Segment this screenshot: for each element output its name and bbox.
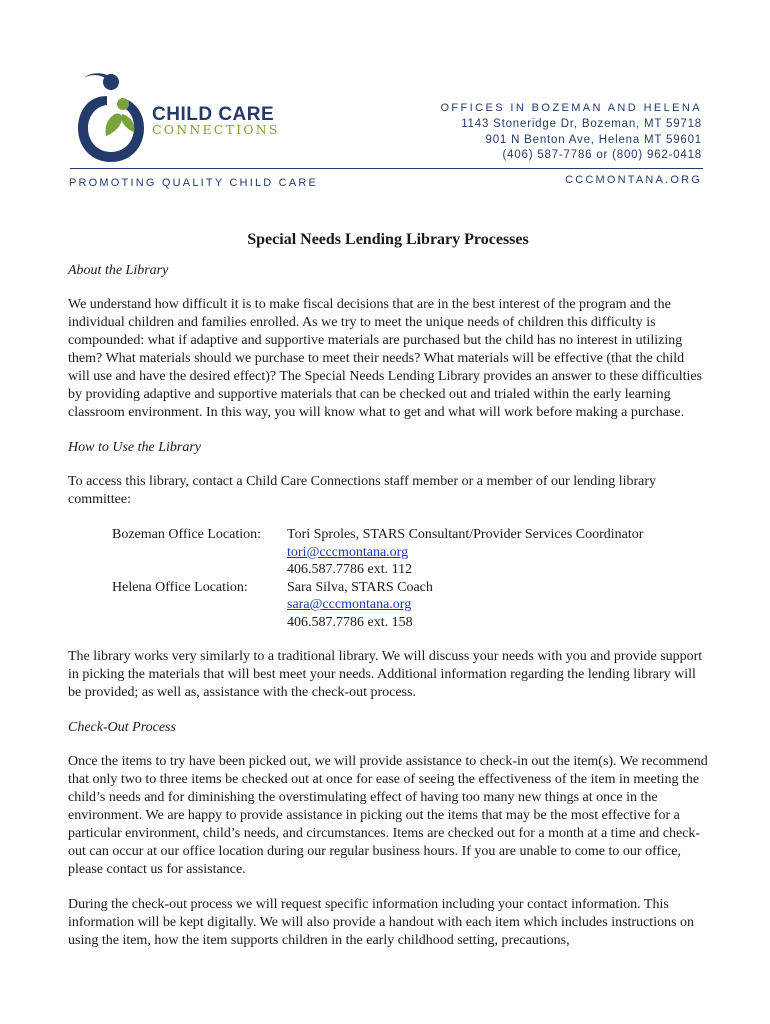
office-contact-block [440, 101, 702, 164]
bozeman-label: Bozeman Office Location: [112, 527, 262, 542]
helena-email-link[interactable]: sara@cccmontana.org [287, 597, 412, 612]
address-bozeman: 1143 Stoneridge Dr, Bozeman, MT 59718 [461, 118, 702, 130]
contact-list [112, 526, 708, 631]
bozeman-contact-name: Tori Sproles, STARS Consultant/Provider Services Coordinator [287, 527, 644, 542]
child-care-connections-logo [76, 70, 146, 164]
document-body [68, 230, 708, 967]
heading-how-to-use: How to Use the Library [68, 440, 201, 455]
bozeman-email-link[interactable]: tori@cccmontana.org [287, 544, 409, 560]
website-url[interactable]: CCCMONTANA.ORG [565, 174, 702, 186]
document-title: Special Needs Lending Library Processes [247, 231, 529, 248]
bozeman-phone: 406.587.7786 ext. 112 [287, 562, 413, 577]
paragraph-about: We understand how difficult it is to make fiscal decisions that are in the best interest of the program and the individual children and families enrolled. As we try to meet the unique needs of children this difficulty is compounded: what if adaptive and supportive materials are purchased but the child has no interest in utilizing them? What materials should we purchase to meet their needs? What materials will be effective (that the child will use and have the desired effect)? The Special Needs Lending Library provides an answer to these difficulties by providing adaptive and supportive materials that can be checked out and trialed within the early learning classroom environment. In this way, you will know what to get and what will work before making a purchase. [68, 297, 703, 420]
address-helena: 901 N Benton Ave, Helena MT 59601 [485, 133, 702, 146]
paragraph-during-check-out: During the check-out process we will request specific information including your contact information. This information will be kept digitally. We will also provide a handout with each item which includes instructions on using the item, how the item supports children in the early childhood setting, precautions, [68, 897, 695, 948]
paragraph-check-out: Once the items to try have been picked out, we will provide assistance to check-in out the item(s). We recommend that only two to three items be checked out at once for ease of seeing the effectiveness of the item in meeting the child’s needs and for diminishing the overstimulating effect of having too many new things at once in the environment. We are happy to provide assistance in picking out the items that may be the most effective for a particular environment, child’s needs, and circumstances. Items are checked out for a month at a time and check-out can occur at our office location during our regular business hours. If you are unable to come to our office, please contact us for assistance. [68, 754, 708, 877]
logo-wordmark-sub: CONNECTIONS [152, 122, 280, 137]
paragraph-library: The library works very similarly to a traditional library. We will discuss your needs with you and provide support in picking the materials that will best meet your needs. Additional information regarding the lending library will be provided; as well as, assistance with the check-out process. [68, 649, 703, 700]
phone-numbers: (406) 587-7786 or (800) 962-0418 [502, 149, 702, 161]
paragraph-how-to-use: To access this library, contact a Child Care Connections staff member or a member of our lending library committee: [68, 474, 657, 507]
heading-check-out: Check-Out Process [68, 720, 176, 735]
helena-phone: 406.587.7786 ext. 158 [287, 614, 413, 630]
letterhead [0, 0, 770, 200]
header-divider [70, 168, 703, 169]
heading-about: About the Library [68, 263, 169, 278]
offices-heading: OFFICES IN BOZEMAN AND HELENA [440, 102, 702, 114]
tagline: PROMOTING QUALITY CHILD CARE [69, 177, 319, 189]
helena-label: Helena Office Location: [112, 579, 248, 595]
logo-wordmark: CHILD CARE [152, 104, 275, 125]
helena-contact-name: Sara Silva, STARS Coach [287, 579, 433, 595]
